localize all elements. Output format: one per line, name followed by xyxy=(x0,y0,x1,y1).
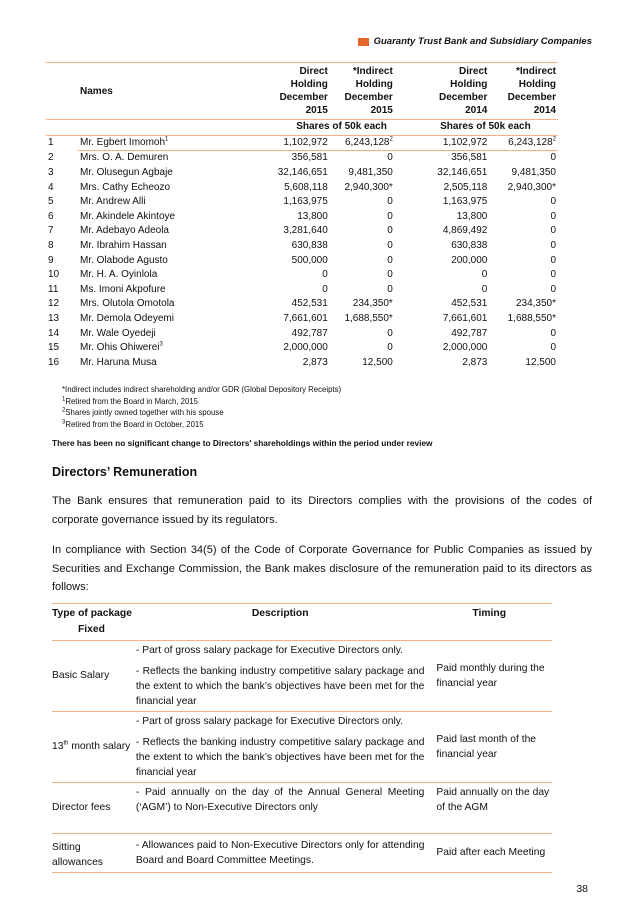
indirect-2015 xyxy=(330,356,395,371)
direct-2015 xyxy=(218,180,330,195)
indirect-2015-value: 0 xyxy=(387,342,393,354)
direct-2015-value: 7,661,601 xyxy=(283,313,328,325)
indirect-2014-value: 1,688,550* xyxy=(507,313,556,325)
row-number-value: 16 xyxy=(48,356,60,368)
table-row xyxy=(52,640,552,711)
indirect-2015-value: 0 xyxy=(387,240,393,252)
direct-2015 xyxy=(218,210,330,225)
column-header-line: Direct xyxy=(458,66,488,77)
row-number-value: 3 xyxy=(48,167,54,179)
footnote-text: Shares jointly owned together with his spouse xyxy=(65,408,224,418)
indirect-2015-value: 2,940,300* xyxy=(344,181,393,193)
indirect-2014 xyxy=(489,326,558,341)
table-row xyxy=(52,833,552,872)
director-name-value: Mrs. Olutola Omotola xyxy=(80,298,175,310)
column-header-line: Direct xyxy=(299,66,328,77)
indirect-2015 xyxy=(330,268,395,283)
package-type-label: Sitting allowances xyxy=(52,841,103,868)
director-name-value: Mr. H. A. Oyinlola xyxy=(80,269,158,281)
package-description xyxy=(134,640,427,711)
director-name xyxy=(78,180,218,195)
indirect-2014-value: 9,481,350 xyxy=(511,167,556,179)
description-line: - Reflects the banking industry competitive salary package and the extent to which the bank’s objectives have been met for the financial year xyxy=(135,665,425,707)
direct-2014 xyxy=(395,326,490,341)
direct-2014-value: 32,146,651 xyxy=(437,167,488,179)
table-row xyxy=(52,711,552,782)
direct-2014 xyxy=(395,180,490,195)
direct-2014 xyxy=(395,341,490,356)
direct-2015-value: 1,163,975 xyxy=(283,196,328,208)
director-name-value: Mr. Adebayo Adeola xyxy=(80,225,169,237)
row-number-value: 15 xyxy=(48,342,60,354)
timing-text: Paid after each Meeting xyxy=(436,847,546,859)
direct-2014 xyxy=(395,135,490,151)
row-number xyxy=(46,239,78,254)
row-number-value: 9 xyxy=(48,254,54,266)
row-number-value: 7 xyxy=(48,225,54,237)
row-number-value: 8 xyxy=(48,240,54,252)
indirect-2014 xyxy=(489,312,558,327)
row-number-value: 1 xyxy=(48,137,54,149)
indirect-2015-value: 0 xyxy=(387,196,393,208)
director-name xyxy=(78,341,218,356)
table-row xyxy=(46,180,558,195)
row-number xyxy=(46,268,78,283)
indirect-2014-value: 0 xyxy=(550,210,556,222)
description-line: - Part of gross salary package for Executive Directors only. xyxy=(135,644,403,656)
indirect-2015 xyxy=(330,312,395,327)
indirect-2015 xyxy=(330,253,395,268)
remuneration-paragraph-1: The Bank ensures that remuneration paid to its Directors complies with the provisions of the codes of corporate governance issued by its regulators. xyxy=(52,495,592,526)
package-timing xyxy=(426,833,552,872)
column-header-line: 2015 xyxy=(370,105,393,116)
column-header xyxy=(218,63,330,120)
description-line: - Reflects the banking industry competitive salary package and the extent to which the bank’s objectives have been met for the financial year xyxy=(135,736,425,778)
package-timing xyxy=(426,640,552,711)
gtbank-logo-icon xyxy=(358,38,369,46)
director-name xyxy=(78,210,218,225)
no-change-note: There has been no significant change to Directors' shareholdings within the period under review xyxy=(52,438,433,449)
director-name-value: Mr. Ohis Ohiwerei xyxy=(80,342,160,354)
indirect-2014 xyxy=(489,356,558,371)
indirect-2014-value: 0 xyxy=(550,254,556,266)
direct-2014-value: 200,000 xyxy=(451,254,488,266)
type-header xyxy=(52,603,134,640)
row-number xyxy=(46,210,78,225)
direct-2014 xyxy=(395,195,490,210)
indirect-2014 xyxy=(489,135,558,151)
row-number xyxy=(46,166,78,181)
column-header xyxy=(489,63,558,120)
package-timing xyxy=(426,782,552,833)
column-header-line: December xyxy=(344,92,393,103)
table-row xyxy=(46,224,558,239)
header-title: Guaranty Trust Bank and Subsidiary Companies xyxy=(373,36,592,47)
direct-2015 xyxy=(218,356,330,371)
director-name xyxy=(78,195,218,210)
column-header xyxy=(395,63,490,120)
column-header-line: December xyxy=(438,92,488,103)
direct-2014-value: 2,873 xyxy=(462,356,488,368)
direct-2015-value: 500,000 xyxy=(291,254,328,266)
description-line: - Paid annually on the day of the Annual General Meeting (‘AGM’) to Non-Executive Directors only xyxy=(135,786,425,813)
indirect-2014 xyxy=(489,151,558,166)
direct-2014 xyxy=(395,239,490,254)
indirect-2014 xyxy=(489,166,558,181)
row-number xyxy=(46,312,78,327)
package-type-label: 13 xyxy=(52,741,64,753)
indirect-2015-value: 12,500 xyxy=(362,356,393,368)
indirect-2015 xyxy=(330,297,395,312)
row-number-value: 6 xyxy=(48,210,54,222)
row-number-value: 14 xyxy=(48,327,60,339)
indirect-2015 xyxy=(330,239,395,254)
direct-2015-value: 13,800 xyxy=(297,210,328,222)
director-name xyxy=(78,151,218,166)
direct-2015-value: 452,531 xyxy=(291,298,328,310)
table-row xyxy=(46,166,558,181)
indirect-2014 xyxy=(489,224,558,239)
indirect-2015 xyxy=(330,195,395,210)
indirect-2015 xyxy=(330,180,395,195)
indirect-2014-value: 0 xyxy=(550,283,556,295)
table-header-row xyxy=(46,63,558,120)
indirect-2014 xyxy=(489,210,558,225)
indirect-2014 xyxy=(489,297,558,312)
description-line: - Part of gross salary package for Executive Directors only. xyxy=(135,715,403,727)
direct-2014-value: 452,531 xyxy=(451,298,488,310)
direct-2015-value: 3,281,640 xyxy=(283,225,328,237)
table-row xyxy=(46,135,558,151)
director-name xyxy=(78,356,218,371)
director-name xyxy=(78,166,218,181)
footnote-mark: 2 xyxy=(62,407,66,414)
direct-2015-value: 0 xyxy=(322,269,328,281)
direct-2015 xyxy=(218,239,330,254)
table-row xyxy=(46,356,558,371)
direct-2015-value: 630,838 xyxy=(291,240,328,252)
table-row xyxy=(46,253,558,268)
table-row xyxy=(46,312,558,327)
row-number xyxy=(46,135,78,151)
row-number-value: 13 xyxy=(48,313,60,325)
column-header-line: Holding xyxy=(518,79,556,90)
row-number xyxy=(46,341,78,356)
direct-2015 xyxy=(218,312,330,327)
direct-2015 xyxy=(218,326,330,341)
direct-2015 xyxy=(218,151,330,166)
table-row xyxy=(46,151,558,166)
indirect-2015-value: 9,481,350 xyxy=(348,167,393,179)
page-number: 38 xyxy=(576,882,588,895)
director-name-value: Mr. Olabode Agusto xyxy=(80,254,168,266)
timing-header: Timing xyxy=(426,603,552,640)
indirect-2014-value: 2,940,300* xyxy=(507,181,556,193)
column-header-line: Holding xyxy=(450,79,488,90)
indirect-2015-value: 234,350* xyxy=(352,298,393,310)
indirect-2014 xyxy=(489,283,558,298)
footnote-text: Retired from the Board in October, 2015 xyxy=(65,419,204,429)
direct-2014 xyxy=(395,151,490,166)
row-number-value: 11 xyxy=(48,283,59,295)
direct-2014 xyxy=(395,297,490,312)
direct-2014-value: 7,661,601 xyxy=(442,313,488,325)
indirect-2014-value: 0 xyxy=(550,269,556,281)
indirect-2015-value: 0 xyxy=(387,269,393,281)
column-header-line: *Indirect xyxy=(352,66,393,77)
direct-2015-value: 5,608,118 xyxy=(284,181,328,193)
timing-text: Paid last month of the financial year xyxy=(436,733,537,760)
column-header-line: 2015 xyxy=(305,105,328,116)
row-number-value: 2 xyxy=(48,152,54,164)
package-type xyxy=(52,833,134,872)
row-number xyxy=(46,151,78,166)
indirect-2014 xyxy=(489,253,558,268)
direct-2015 xyxy=(218,283,330,298)
directors-shareholding-table xyxy=(46,62,558,370)
indirect-2015 xyxy=(330,166,395,181)
direct-2015-value: 356,581 xyxy=(291,152,328,164)
document-header xyxy=(358,36,592,47)
director-name-value: Mr. Ibrahim Hassan xyxy=(80,240,167,252)
indirect-2014 xyxy=(489,180,558,195)
indirect-2015 xyxy=(330,151,395,166)
row-number-value: 10 xyxy=(48,269,60,281)
indirect-2014 xyxy=(489,195,558,210)
direct-2014-value: 4,869,492 xyxy=(442,225,488,237)
ordinal-suffix: th xyxy=(63,740,69,747)
direct-2014-value: 0 xyxy=(481,269,488,281)
direct-2015 xyxy=(218,166,330,181)
direct-2015-value: 1,102,972 xyxy=(283,136,328,148)
direct-2014 xyxy=(395,283,490,298)
row-number xyxy=(46,253,78,268)
director-name-value: Ms. Imoni Akpofure xyxy=(80,283,166,295)
package-type xyxy=(52,640,134,711)
shares-label-2015: Shares of 50k each xyxy=(218,120,395,136)
indirect-2014-value: 0 xyxy=(550,152,556,164)
director-name-value: Mr. Demola Odeyemi xyxy=(80,313,174,325)
direct-2014-value: 13,800 xyxy=(456,210,488,222)
footnote xyxy=(62,384,638,396)
direct-2015-value: 0 xyxy=(322,283,328,295)
direct-2014-value: 1,163,975 xyxy=(442,196,488,208)
row-number-value: 5 xyxy=(48,196,54,208)
indirect-2015 xyxy=(330,135,395,151)
direct-2015-value: 492,787 xyxy=(291,327,328,339)
director-name xyxy=(78,239,218,254)
package-description xyxy=(134,711,427,782)
direct-2015 xyxy=(218,297,330,312)
direct-2014 xyxy=(395,253,490,268)
row-number xyxy=(46,283,78,298)
indirect-2015-value: 0 xyxy=(387,225,393,237)
footnote-ref: 3 xyxy=(159,341,163,348)
units-row xyxy=(46,120,558,136)
indirect-2015-value: 0 xyxy=(387,327,393,339)
director-name xyxy=(78,253,218,268)
director-name xyxy=(78,135,218,151)
table-row xyxy=(46,239,558,254)
indirect-2015 xyxy=(330,224,395,239)
column-header-line: December xyxy=(279,92,328,103)
director-name xyxy=(78,268,218,283)
indirect-2014-value: 6,243,128 xyxy=(508,136,553,148)
description-line: - Allowances paid to Non-Executive Directors only for attending Board and Board Committee Meetings. xyxy=(135,839,425,866)
direct-2014-value: 630,838 xyxy=(451,240,488,252)
table-row xyxy=(46,326,558,341)
row-number xyxy=(46,326,78,341)
direct-2015 xyxy=(218,224,330,239)
table-row xyxy=(46,195,558,210)
indirect-2015 xyxy=(330,341,395,356)
indirect-2014-value: 12,500 xyxy=(525,356,556,368)
director-name xyxy=(78,297,218,312)
direct-2014 xyxy=(395,356,490,371)
row-number xyxy=(46,195,78,210)
direct-2014 xyxy=(395,312,490,327)
direct-2015 xyxy=(218,268,330,283)
director-name xyxy=(78,326,218,341)
row-number xyxy=(46,297,78,312)
direct-2015 xyxy=(218,195,330,210)
direct-2014-value: 2,505,118 xyxy=(443,181,488,193)
timing-text: Paid monthly during the financial year xyxy=(436,662,545,689)
direct-2015-value: 2,873 xyxy=(302,356,328,368)
shares-label-2014: Shares of 50k each xyxy=(395,120,558,136)
footnotes xyxy=(62,384,638,430)
director-name-value: Mr. Akindele Akintoye xyxy=(80,210,176,222)
table-row xyxy=(46,210,558,225)
section-heading: Directors’ Remuneration xyxy=(52,465,198,480)
column-header-line: 2014 xyxy=(533,105,556,116)
indirect-2015-value: 0 xyxy=(387,283,393,295)
director-name-value: Mrs. Cathy Echeozo xyxy=(80,181,171,193)
column-header-line: 2014 xyxy=(465,105,488,116)
indirect-2014 xyxy=(489,268,558,283)
director-name-value: Mr. Wale Oyedeji xyxy=(80,327,156,339)
table-row xyxy=(46,283,558,298)
table-row xyxy=(46,268,558,283)
column-header-line: Holding xyxy=(290,79,328,90)
package-timing xyxy=(426,711,552,782)
names-header: Names xyxy=(78,63,218,120)
indirect-2015-value: 1,688,550* xyxy=(344,313,393,325)
indirect-2015-value: 0 xyxy=(387,254,393,266)
direct-2015 xyxy=(218,135,330,151)
direct-2015-value: 2,000,000 xyxy=(283,342,328,354)
indirect-2014-value: 0 xyxy=(550,342,556,354)
indirect-2015 xyxy=(330,326,395,341)
director-name-value: Mr. Haruna Musa xyxy=(80,356,157,368)
indirect-2014 xyxy=(489,341,558,356)
package-type-label: Basic Salary xyxy=(52,670,110,682)
direct-2014-value: 0 xyxy=(481,283,488,295)
package-type xyxy=(52,711,134,782)
column-header xyxy=(330,63,395,120)
column-header-line: December xyxy=(507,92,556,103)
row-number xyxy=(46,224,78,239)
package-description xyxy=(134,833,427,872)
table-row xyxy=(46,297,558,312)
row-number-value: 12 xyxy=(48,298,60,310)
indirect-2015 xyxy=(330,210,395,225)
direct-2015 xyxy=(218,253,330,268)
direct-2014 xyxy=(395,210,490,225)
director-name xyxy=(78,312,218,327)
remuneration-paragraph-2: In compliance with Section 34(5) of the Code of Corporate Governance for Public Companies as issued by Securities and Exchange Commission, the Bank makes disclosure of the remuneration paid to its directors as follows: xyxy=(52,544,592,594)
direct-2014-value: 356,581 xyxy=(451,152,488,164)
director-name-value: Mrs. O. A. Demuren xyxy=(80,152,169,164)
direct-2014 xyxy=(395,268,490,283)
director-name-value: Mr. Egbert Imomoh xyxy=(80,136,166,148)
table-row xyxy=(46,341,558,356)
footnote xyxy=(62,407,638,419)
package-type-label: Director fees xyxy=(52,802,111,814)
indirect-2014-value: 0 xyxy=(550,196,556,208)
footnote-ref: 2 xyxy=(389,136,393,143)
direct-2014 xyxy=(395,166,490,181)
description-header: Description xyxy=(134,603,427,640)
package-description xyxy=(134,782,427,833)
remuneration-table xyxy=(52,603,552,873)
column-header-line: Holding xyxy=(355,79,393,90)
director-name xyxy=(78,224,218,239)
direct-2014 xyxy=(395,224,490,239)
row-number-value: 4 xyxy=(48,181,54,193)
direct-2014-value: 2,000,000 xyxy=(442,342,488,354)
indirect-2015-value: 0 xyxy=(387,210,393,222)
direct-2015 xyxy=(218,341,330,356)
director-name xyxy=(78,283,218,298)
type-header-sub: Fixed xyxy=(78,623,105,635)
indirect-2014-value: 0 xyxy=(550,240,556,252)
package-type-rest: month salary xyxy=(68,741,131,753)
timing-text: Paid annually on the day of the AGM xyxy=(436,786,550,813)
direct-2014-value: 1,102,972 xyxy=(442,136,488,148)
footnote xyxy=(62,419,638,431)
type-header-label: Type of package xyxy=(52,607,132,619)
indirect-2014-value: 0 xyxy=(550,327,556,339)
row-number xyxy=(46,180,78,195)
footnote-ref: 1 xyxy=(165,136,169,143)
indirect-2015 xyxy=(330,283,395,298)
indirect-2015-value: 0 xyxy=(387,152,393,164)
indirect-2014-value: 234,350* xyxy=(515,298,556,310)
footnote-text: Retired from the Board in March, 2015 xyxy=(65,396,198,406)
indirect-2014 xyxy=(489,239,558,254)
director-name-value: Mr. Olusegun Agbaje xyxy=(80,167,173,179)
footnote-text: *Indirect includes indirect shareholding and/or GDR (Global Depository Receipts) xyxy=(62,385,342,395)
row-number xyxy=(46,356,78,371)
table-header-row xyxy=(52,603,552,640)
footnote-mark: 3 xyxy=(62,419,66,425)
footnote-ref: 2 xyxy=(552,136,556,143)
column-header-line: *Indirect xyxy=(515,66,556,77)
footnote xyxy=(62,396,638,408)
indirect-2015-value: 6,243,128 xyxy=(344,136,390,148)
direct-2015-value: 32,146,651 xyxy=(277,167,328,179)
package-type xyxy=(52,782,134,833)
footnote-mark: 1 xyxy=(62,396,66,402)
direct-2014-value: 492,787 xyxy=(451,327,488,339)
director-name-value: Mr. Andrew Alli xyxy=(80,196,146,208)
table-row xyxy=(52,782,552,833)
indirect-2014-value: 0 xyxy=(550,225,556,237)
